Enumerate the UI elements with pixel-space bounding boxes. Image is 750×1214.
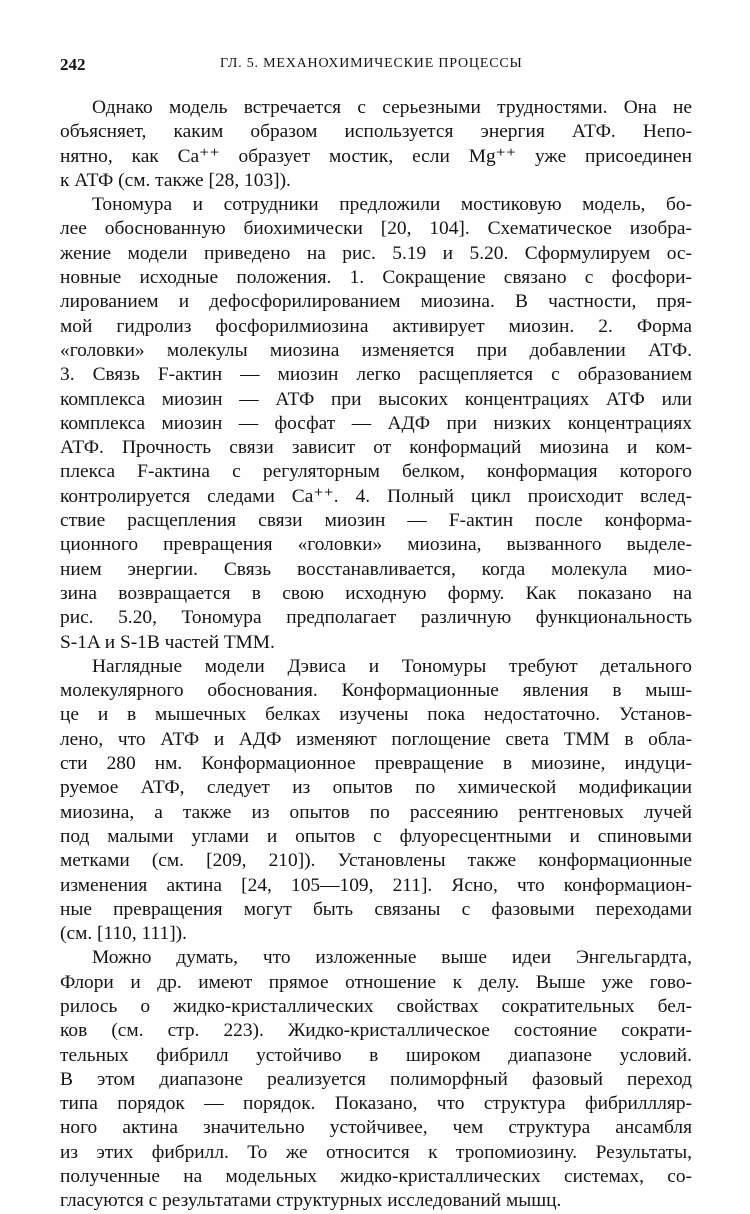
- text-line: (см. [110, 111]).: [60, 923, 187, 945]
- chapter-title: ГЛ. 5. МЕХАНОХИМИЧЕСКИЕ ПРОЦЕССЫ: [220, 56, 523, 71]
- text-line: комплекса миозин — АТФ при высоких концентрациях АТФ или: [60, 388, 692, 410]
- text-line: ного актина значительно устойчивее, чем структура ансамбля: [60, 1117, 692, 1139]
- body-text: [60, 96, 692, 1214]
- text-line: метками (см. [209, 210]). Установлены также конформационные: [60, 850, 692, 872]
- text-line: лено, что АТФ и АДФ изменяют поглощение света ТММ в обла-: [60, 728, 692, 750]
- paragraph: [60, 655, 692, 947]
- running-head: [60, 55, 692, 79]
- text-line: контролируется следами Ca⁺⁺. 4. Полный цикл происходит вслед-: [60, 485, 692, 507]
- text-line: Флори и др. имеют прямое отношение к делу. Выше уже гово-: [60, 971, 692, 993]
- text-line: В этом диапазоне реализуется полиморфный фазовый переход: [60, 1068, 692, 1090]
- text-line: из этих фибрилл. То же относится к тропомиозину. Результаты,: [60, 1141, 692, 1163]
- text-line: изменения актина [24, 105—109, 211]. Ясно, что конформацион-: [60, 874, 692, 896]
- text-line: рилось о жидко-кристаллических свойствах сократительных бел-: [60, 995, 692, 1017]
- paragraph: [60, 193, 692, 655]
- text-line: молекулярного обоснования. Конформационные явления в мыш-: [60, 680, 692, 702]
- text-line: 3. Связь F-актин — миозин легко расщепляется с образованием: [60, 364, 692, 386]
- text-line: зина возвращается в свою исходную форму. Как показано на: [60, 582, 692, 604]
- text-line: новные исходные положения. 1. Сокращение связано с фосфори-: [60, 267, 692, 289]
- text-line: ционного превращения «головки» миозина, вызванного выделе-: [60, 534, 692, 556]
- text-line: ствие расщепления связи миозин — F-актин после конформа-: [60, 510, 692, 532]
- text-line: мой гидролиз фосфорилмиозина активирует миозин. 2. Форма: [60, 315, 692, 337]
- text-line: жение модели приведено на рис. 5.19 и 5.20. Сформулируем ос-: [60, 242, 692, 264]
- text-line: Однако модель встречается с серьезными трудностями. Она не: [92, 97, 692, 118]
- text-line: миозина, а также из опытов по рассеянию рентгеновых лучей: [60, 801, 692, 823]
- page-number: 242: [60, 55, 86, 74]
- text-line: Тономура и сотрудники предложили мостиковую модель, бо-: [92, 194, 692, 216]
- text-line: це и в мышечных белках изучены пока недостаточно. Установ-: [60, 704, 692, 726]
- text-line: объясняет, каким образом используется энергия АТФ. Непо-: [60, 121, 692, 143]
- text-line: плекса F-актина с регуляторным белком, конформация которого: [60, 461, 692, 483]
- text-line: тельных фибрилл устойчиво в широком диапазоне условий.: [60, 1044, 692, 1066]
- text-line: нием энергии. Связь восстанавливается, когда молекула мио-: [60, 558, 692, 580]
- text-line: к АТФ (см. также [28, 103]).: [60, 169, 291, 191]
- text-line: руемое АТФ, следует из опытов по химической модификации: [60, 777, 692, 799]
- text-line: Наглядные модели Дэвиса и Тономуры требуют детального: [92, 655, 692, 677]
- paragraph: [60, 96, 692, 193]
- text-line: ков (см. стр. 223). Жидко-кристаллическое состояние сократи-: [60, 1020, 692, 1042]
- text-line: гласуются с результатами структурных исследований мышц.: [60, 1190, 562, 1212]
- text-line: полученные на модельных жидко-кристаллических системах, со-: [60, 1166, 692, 1188]
- text-line: лированием и дефосфорилированием миозина. В частности, пря-: [60, 291, 692, 313]
- text-line: под малыми углами и опытов с флуоресцентными и спиновыми: [60, 825, 692, 847]
- text-line: АТФ. Прочность связи зависит от конформаций миозина и ком-: [60, 437, 692, 459]
- text-line: «головки» молекулы миозина изменяется при добавлении АТФ.: [60, 339, 692, 361]
- text-line: ные превращения могут быть связаны с фазовыми переходами: [60, 898, 692, 920]
- paragraph: [60, 946, 692, 1213]
- text-line: лее обоснованную биохимически [20, 104]. Схематическое изобра-: [60, 218, 692, 240]
- text-line: Можно думать, что изложенные выше идеи Энгельгардта,: [92, 947, 692, 969]
- text-line: рис. 5.20, Тономура предполагает различную функциональность: [60, 607, 692, 629]
- text-line: S-1A и S-1B частей ТММ.: [60, 631, 275, 653]
- text-line: сти 280 нм. Конформационное превращение в миозине, индуци-: [60, 753, 692, 775]
- text-line: комплекса миозин — фосфат — АДФ при низких концентрациях: [60, 412, 692, 434]
- text-line: типа порядок — порядок. Показано, что структура фибриллляр-: [60, 1093, 692, 1115]
- text-line: нятно, как Ca⁺⁺ образует мостик, если Mg⁺⁺ уже присоединен: [60, 145, 692, 167]
